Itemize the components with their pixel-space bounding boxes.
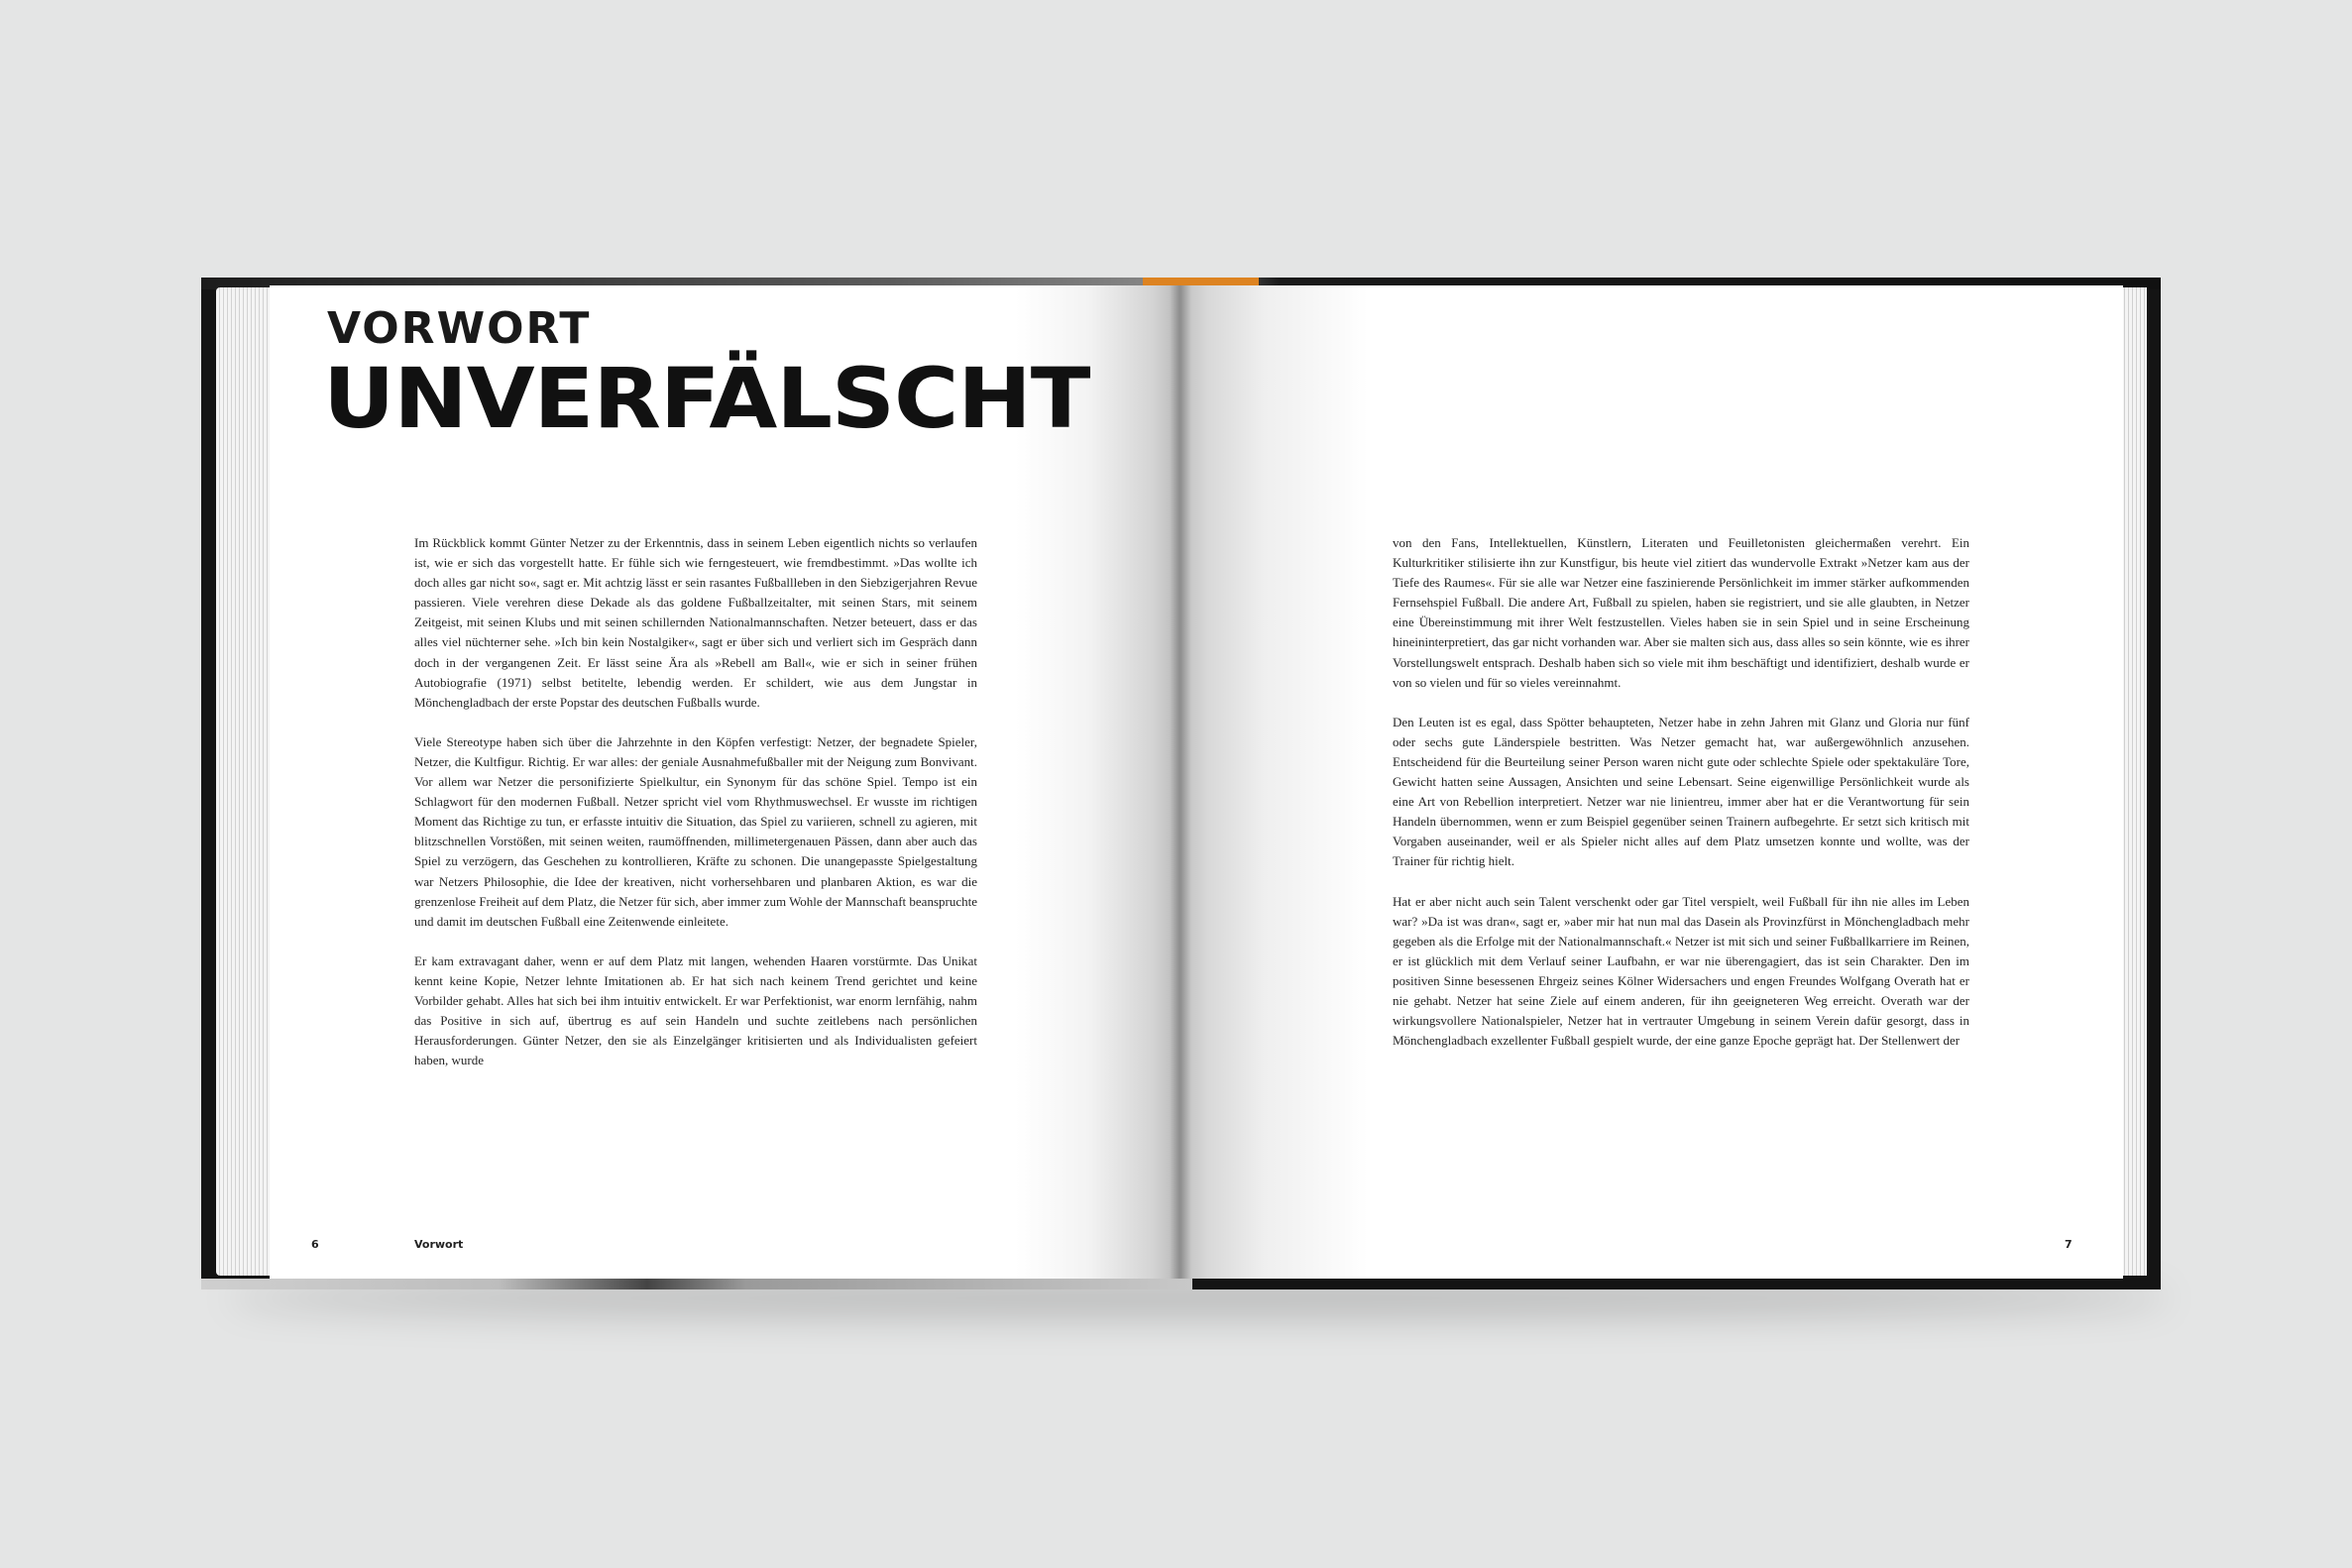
page-number-left: 6 — [311, 1238, 319, 1251]
right-text-column — [1393, 533, 1969, 1070]
running-head: Vorwort — [414, 1238, 464, 1251]
paragraph: Den Leuten ist es egal, dass Spötter behaupteten, Netzer habe in zehn Jahren mit Glanz und Gloria nur fünf oder sechs gute Länderspiele bestritten. Was Netzer gemacht hat, war außergewöhnlich anzusehen. Entscheidend für die Beurteilung seiner Person waren nicht gute oder schlechte Spiele oder spektakuläre Tore, Gewicht hatten seine Aussagen, Ansichten und seine Lebensart. Seine eigenwillige Persönlichkeit wurde als eine Art von Rebellion interpretiert. Netzer war nie linientreu, immer aber hat er die Verantwortung für sein Handeln übernommen, wenn er zum Beispiel gegenüber seinen Trainern aufbegehrte. Er setzt sich kritisch mit Vorgaben auseinander, weil er als Spieler nicht alles auf dem Platz umsetzen konnte und wollte, was der Trainer für richtig hielt. — [1393, 714, 1969, 869]
left-text-column — [414, 533, 977, 1090]
page-block-right — [2121, 287, 2147, 1276]
cover-bottom-edge — [201, 1279, 1192, 1289]
paragraph: Im Rückblick kommt Günter Netzer zu der Erkenntnis, dass in seinem Leben eigentlich nichts so verlaufen ist, wie er sich das vorgestellt hatte. Er fühle sich wie ferngesteuert, wie fremdbestimmt. »Das wollte ich doch alles gar nicht so«, sagt er. Mit achtzig lässt er sein rasantes Fußballleben in den Siebzigerjahren Revue passieren. Viele verehren diese Dekade als das goldene Fußballzeitalter, mit seinen Stars, mit seinem Zeitgeist, mit seinen Klubs und mit seinen schillernden Nationalmannschaften. Netzer beteuert, dass er das alles viel nüchterner sehe. »Ich bin kein Nostalgiker«, sagt er über sich und verliert sich im Gespräch dann doch in der vergangenen Zeit. Er lässt seine Ära als »Rebell am Ball«, wie er sich in seiner frühen Autobiografie (1971) selbst betitelte, lebendig werden. Er schildert, wie aus dem Jungstar in Mönchengladbach der erste Popstar des deutschen Fußballs wurde. — [414, 535, 977, 710]
paragraph: Er kam extravagant daher, wenn er auf dem Platz mit langen, wehenden Haaren vorstürmte. Das Unikat kennt keine Kopie, Netzer lehnte Imitationen ab. Er hat sich nach keinem Trend gerichtet und keine Vorbilder gehabt. Alles hat sich bei ihm intuitiv entwickelt. Er war Perfektionist, war enorm lernfähig, nahm das Positive in sich auf, übertrug es auf sein Handeln und suchte zeitlebens nach persönlichen Herausforderungen. Günter Netzer, den sie als Einzelgänger kritisierten und als Individualisten gefeiert haben, wurde — [414, 952, 977, 1068]
chapter-title: UNVERFÄLSCHT — [323, 350, 1090, 447]
paragraph: Viele Stereotype haben sich über die Jahrzehnte in den Köpfen verfestigt: Netzer, der begnadete Spieler, Netzer, die Kultfigur. Richtig. Er war alles: der geniale Ausnahmefußballer mit der Neigung zum Bonvivant. Vor allem war Netzer die personifizierte Spielkultur, ein Synonym für das schöne Spiel. Tempo ist ein Schlagwort für den modernen Fußball. Netzer spricht viel vom Rhythmuswechsel. Er wusste im richtigen Moment das Richtige zu tun, er erfasste intuitiv die Situation, das Spiel zu variieren, schnell zu agieren, mit blitzschnellen Vorstößen, mit seinen weiten, raumöffnenden, millimetergenauen Pässen, dann aber auch das Spiel zu verzögern, das Geschehen zu kontrollieren, Kräfte zu schonen. Die unangepasste Spielgestaltung war Netzers Philosophie, die Idee der kreativen, nicht vorhersehbaren und planbaren Aktion, es war die grenzenlose Freiheit auf dem Platz, die Netzer für sich, aber immer zum Wohle der Mannschaft beanspruchte und damit im deutschen Fußball eine Zeitenwende einleitete. — [414, 733, 977, 929]
book-gutter — [1170, 285, 1191, 1279]
paragraph: Hat er aber nicht auch sein Talent verschenkt oder gar Titel verspielt, weil Fußball für ihn nie alles im Leben war? »Da ist was dran«, sagt er, »aber mir hat nun mal das Dasein als Provinzfürst in Mönchengladbach mehr gegeben als die Erfolge mit der Nationalmannschaft.« Netzer ist mit sich und seiner Fußballkarriere im Reinen, er ist glücklich mit dem Verlauf seiner Laufbahn, er war nie überengagiert, das ist sein Charakter. Den im positiven Sinne besessenen Ehrgeiz seines Kölner Widersachers und engen Freundes Wolfgang Overath hat er nie gehabt. Netzer hat seine Ziele auf einem anderen, für ihn geeigneteren Weg erreicht. Overath war der wirkungsvollere Nationalspieler, Netzer hat in vertrauter Umgebung in seinem Verein dafür gesorgt, dass in Mönchengladbach exzellenter Fußball gespielt wurde, der eine ganze Epoche geprägt hat. Der Stellenwert der — [1393, 893, 1969, 1049]
paragraph: von den Fans, Intellektuellen, Künstlern, Literaten und Feuilletonisten gleichermaßen verehrt. Ein Kulturkritiker stilisierte ihn zur Kunstfigur, bis heute viel zitiert das wundervolle Extrakt »Netzer kam aus der Tiefe des Raumes«. Für sie alle war Netzer eine faszinierende Persönlichkeit im immer stärker aufkommenden Fernsehspiel Fußball. Die andere Art, Fußball zu spielen, haben sie registriert, und sie alle glaubten, in Netzer eine Übereinstimmung mit ihrer Welt festzustellen. Vieles haben sie in sein Spiel und in seine Erscheinung hineininterpretiert, das gar nicht vorhanden war. Aber sie malten sich aus, dass alles so sein könnte, wie es ihrer Vorstellungswelt entsprach. Deshalb haben sich so viele mit ihm beschäftigt und identifiziert, deshalb wurde er von so vielen und für so vieles vereinnahmt. — [1393, 535, 1969, 690]
page-block-left — [216, 287, 274, 1276]
page-number-right: 7 — [2065, 1238, 2072, 1251]
chapter-kicker: VORWORT — [327, 303, 592, 354]
